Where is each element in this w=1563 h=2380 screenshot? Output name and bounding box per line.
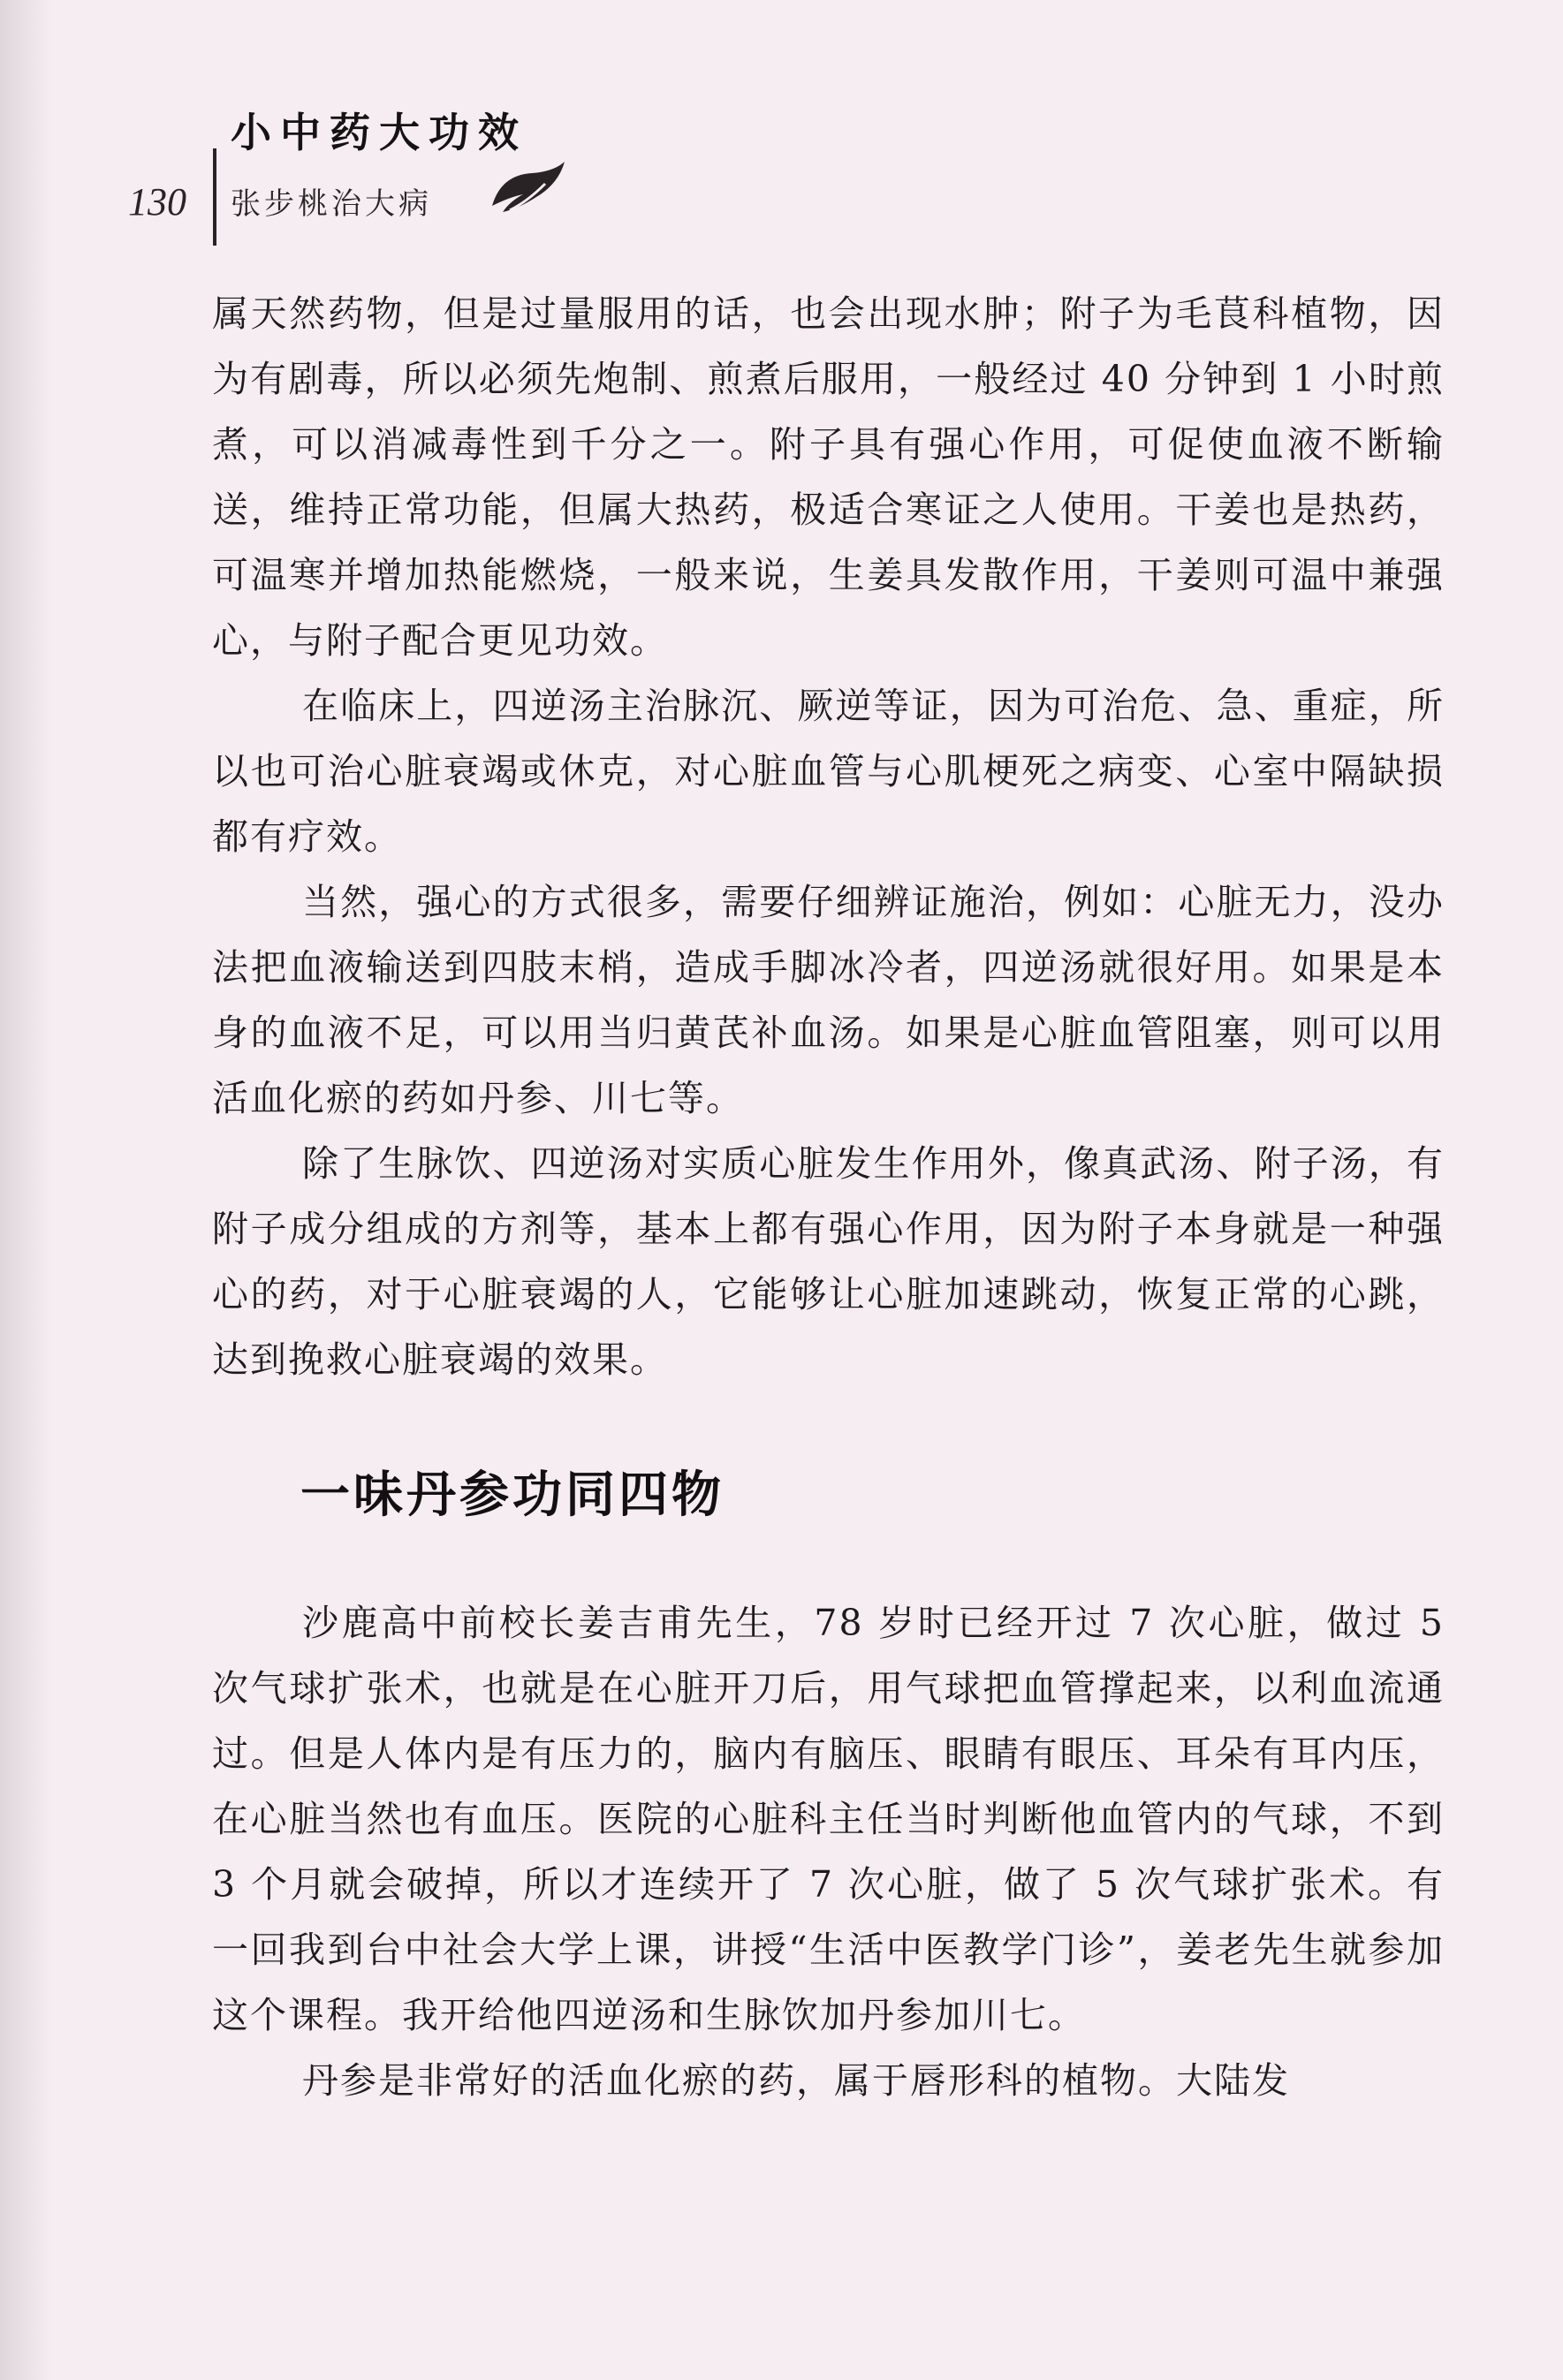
body-text-top — [212, 281, 1445, 1392]
brush-stroke-icon — [483, 157, 572, 228]
paragraph-3: 当然，强心的方式很多，需要仔细辨证施治，例如：心脏无力，没办法把血液输送到四肢末梢，造成手脚冰冷者，四逆汤就很好用。如果是本身的血液不足，可以用当归黄芪补血汤。如果是心脏血管阻塞，则可以用活血化瘀的药如丹参、川七等。 — [212, 881, 1445, 1119]
book-title: 小中药大功效 — [231, 109, 527, 156]
scan-edge-shadow — [0, 0, 53, 2380]
book-subtitle: 张步桃治大病 — [231, 186, 432, 222]
section-paragraph-1: 沙鹿高中前校长姜吉甫先生，78 岁时已经开过 7 次心脏，做过 5 次气球扩张术，也就是在心脏开刀后，用气球把血管撑起来，以利血流通过。但是人体内是有压力的，脑内有脑压、眼睛有眼压、耳朵有耳内压，在心脏当然也有血压。医院的心脏科主任当时判断他血管内的气球，不到 3 个月就会破掉，所以才连续开了 7 次心脏，做了 5 次气球扩张术。有一回我到台中社会大学上课，讲授“生活中医教学门诊”，姜老先生就参加这个课程。我开给他四逆汤和生脉饮加丹参加川七。 — [212, 1602, 1445, 2036]
paragraph-1: 属天然药物，但是过量服用的话，也会出现水肿；附子为毛茛科植物，因为有剧毒，所以必须先炮制、煎煮后服用，一般经过 40 分钟到 1 小时煎煮，可以消减毒性到千分之一。附子具有强心作用，可促使血液不断输送，维持正常功能，但属大热药，极适合寒证之人使用。干姜也是热药，可温寒并增加热能燃烧，一般来说，生姜具发散作用，干姜则可温中兼强心，与附子配合更见功效。 — [212, 292, 1445, 662]
running-header — [128, 95, 623, 228]
paragraph-2: 在临床上，四逆汤主治脉沉、厥逆等证，因为可治危、急、重症，所以也可治心脏衰竭或休克，对心脏血管与心肌梗死之病变、心室中隔缺损都有疗效。 — [212, 685, 1445, 858]
section-paragraph-2: 丹参是非常好的活血化瘀的药，属于唇形科的植物。大陆发 — [302, 2059, 1290, 2102]
page-number: 130 — [128, 180, 186, 224]
paragraph-4: 除了生脉饮、四逆汤对实质心脏发生作用外，像真武汤、附子汤，有附子成分组成的方剂等，基本上都有强心作用，因为附子本身就是一种强心的药，对于心脏衰竭的人，它能够让心脏加速跳动，恢复正常的心跳，达到挽救心脏衰竭的效果。 — [212, 1142, 1445, 1381]
section-heading: 一味丹参功同四物 — [300, 1467, 725, 1524]
body-text-section — [212, 1590, 1445, 2113]
header-divider — [213, 148, 216, 246]
